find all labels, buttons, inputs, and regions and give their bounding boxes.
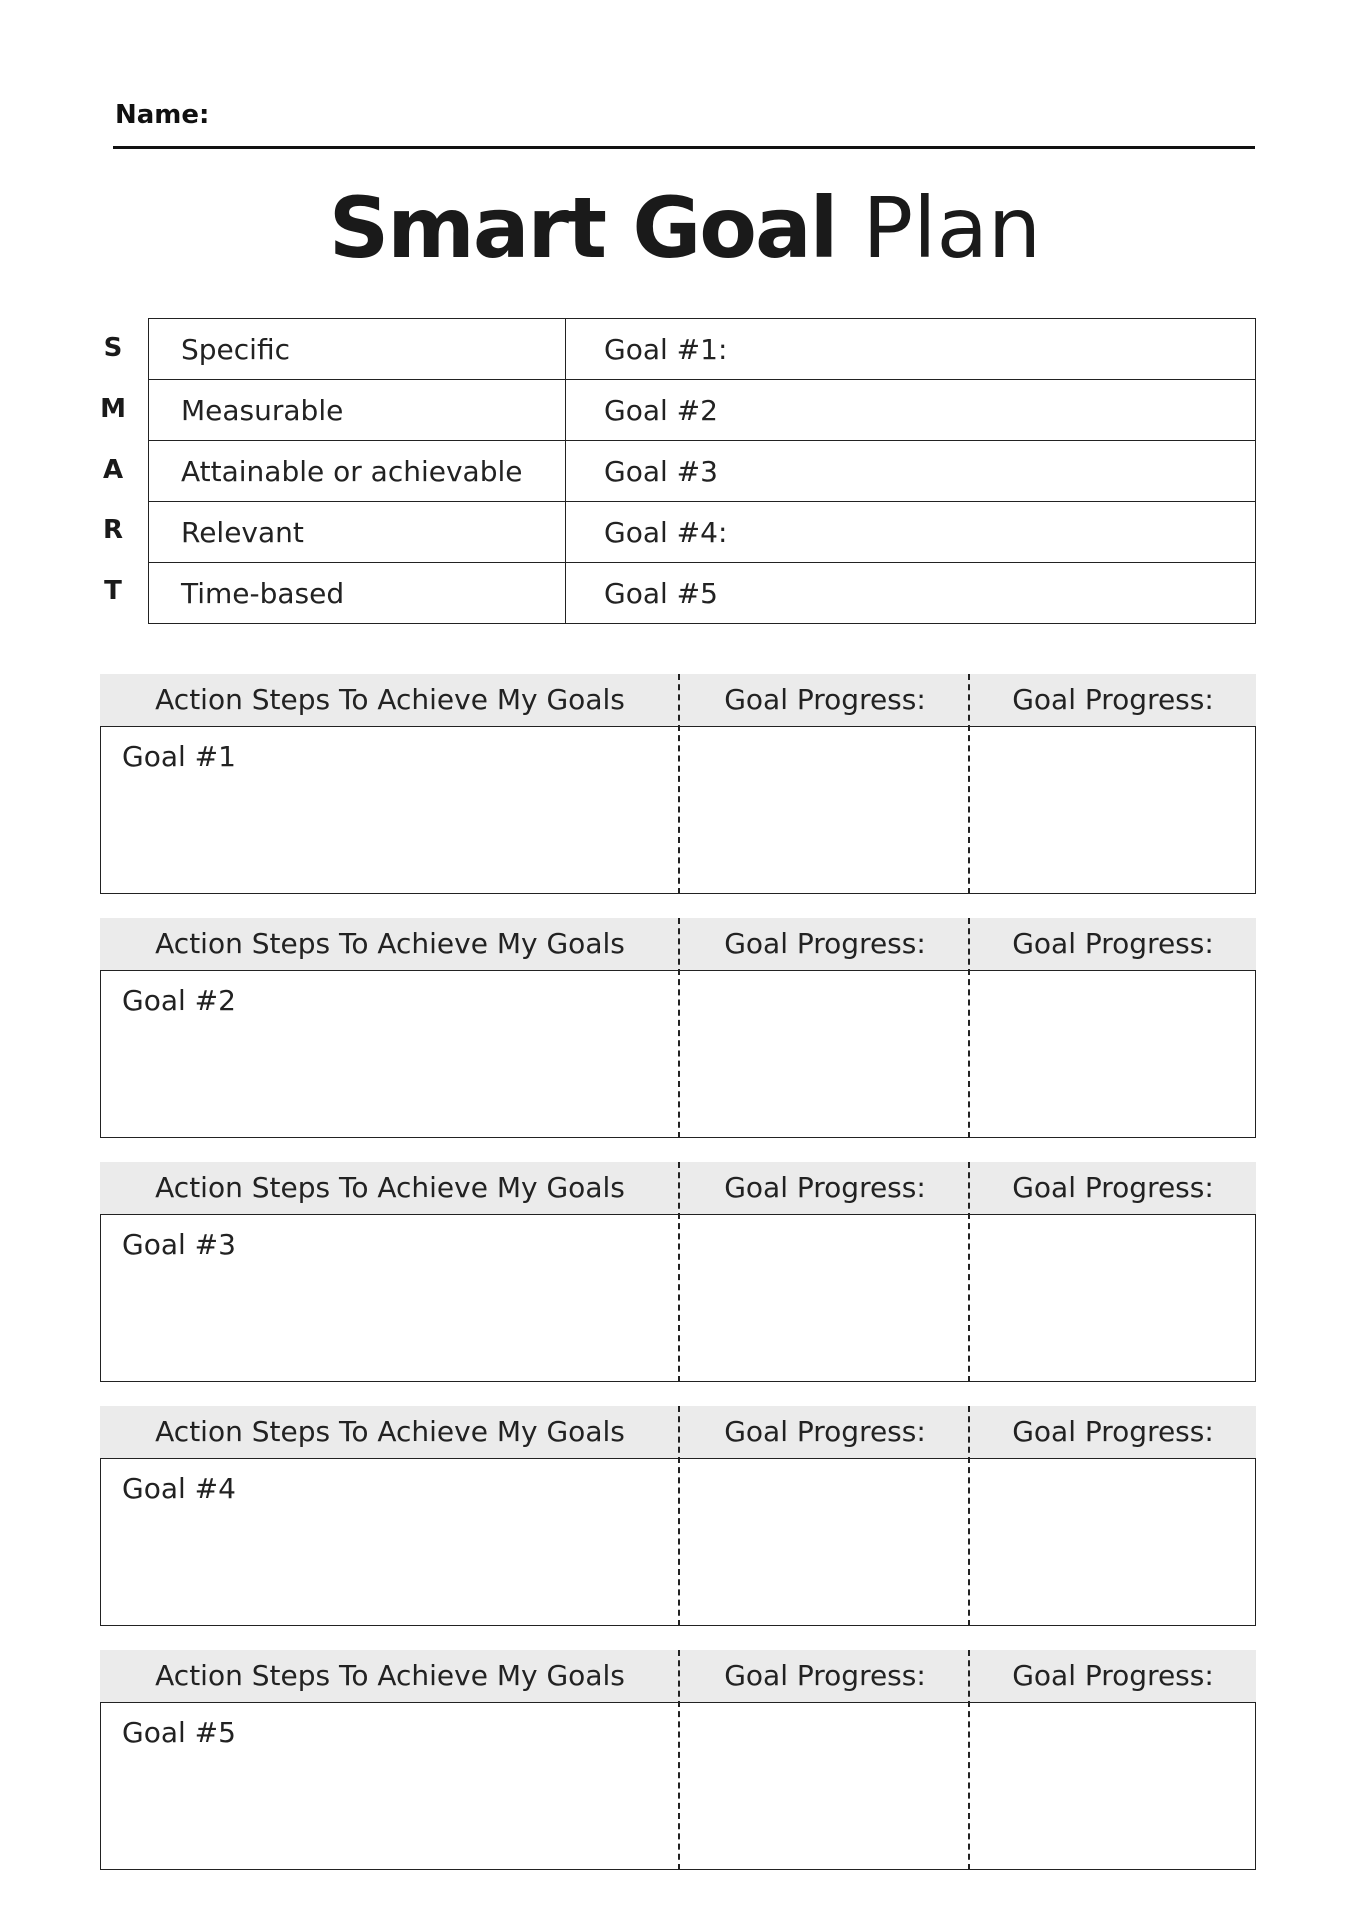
goal-progress-heading: Goal Progress: [724,1659,926,1692]
column-divider [678,918,680,1138]
goal-progress-heading: Goal Progress: [1012,1415,1214,1448]
smart-term: Time-based [149,563,566,624]
column-divider [678,674,680,894]
smart-letter: T [104,576,122,607]
goal-progress-heading: Goal Progress: [1012,683,1214,716]
goal-progress-heading: Goal Progress: [724,927,926,960]
smart-term: Measurable [149,380,566,441]
name-field-line[interactable] [113,146,1255,149]
action-block-goal-2 [100,918,1256,1138]
action-block-goal-1 [100,674,1256,894]
column-divider [678,1650,680,1870]
smart-term: Specific [149,319,566,380]
smart-letter: M [100,393,126,424]
column-divider [968,1162,970,1382]
smart-goal-field[interactable]: Goal #2 [566,380,1256,441]
smart-row [149,502,1256,563]
column-divider [968,1650,970,1870]
smart-row [149,319,1256,380]
goal-progress-heading: Goal Progress: [1012,1659,1214,1692]
goal-progress-heading: Goal Progress: [724,1171,926,1204]
smart-row [149,441,1256,502]
goal-progress-heading: Goal Progress: [1012,927,1214,960]
column-divider [678,1162,680,1382]
smart-table [148,318,1256,624]
goal-label: Goal #5 [122,1716,236,1749]
smart-term: Attainable or achievable [149,441,566,502]
smart-row [149,563,1256,624]
action-block-goal-3 [100,1162,1256,1382]
smart-goal-field[interactable]: Goal #4: [566,502,1256,563]
page-title [0,178,1358,278]
action-steps-heading: Action Steps To Achieve My Goals [155,683,625,716]
smart-row [149,380,1256,441]
column-divider [968,674,970,894]
smart-goal-field[interactable]: Goal #1: [566,319,1256,380]
goal-label: Goal #3 [122,1228,236,1261]
action-block-goal-5 [100,1650,1256,1870]
smart-letter: R [102,515,124,546]
name-label: Name: [115,100,210,130]
action-steps-heading: Action Steps To Achieve My Goals [155,927,625,960]
title-light: Plan [862,179,1042,277]
action-steps-heading: Action Steps To Achieve My Goals [155,1659,625,1692]
column-divider [968,918,970,1138]
smart-letter: S [103,333,123,363]
goal-label: Goal #1 [122,740,236,773]
action-steps-heading: Action Steps To Achieve My Goals [155,1415,625,1448]
goal-label: Goal #4 [122,1472,236,1505]
column-divider [678,1406,680,1626]
goal-label: Goal #2 [122,984,236,1017]
title-bold: Smart Goal [328,179,837,277]
column-divider [968,1406,970,1626]
action-block-goal-4 [100,1406,1256,1626]
action-steps-heading: Action Steps To Achieve My Goals [155,1171,625,1204]
smart-goal-field[interactable]: Goal #3 [566,441,1256,502]
smart-letter: A [102,454,124,485]
goal-progress-heading: Goal Progress: [724,1415,926,1448]
goal-progress-heading: Goal Progress: [1012,1171,1214,1204]
smart-letters [95,318,131,622]
smart-goal-field[interactable]: Goal #5 [566,563,1256,624]
smart-term: Relevant [149,502,566,563]
goal-progress-heading: Goal Progress: [724,683,926,716]
